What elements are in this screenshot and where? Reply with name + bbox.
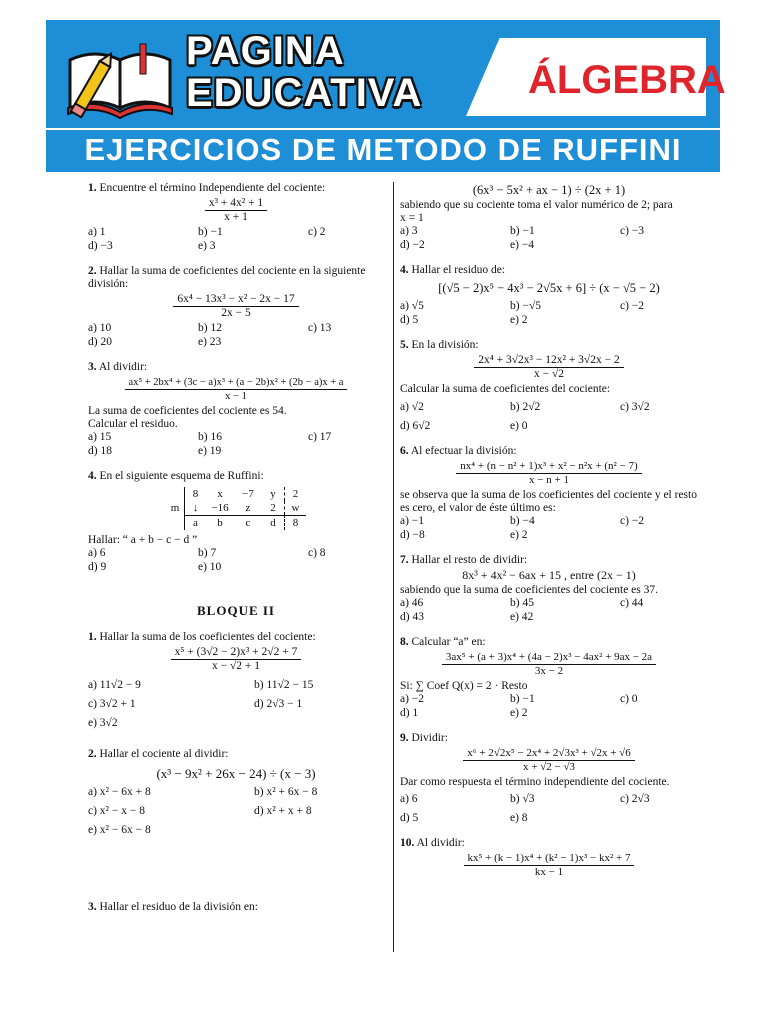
option: e) 10 [198,561,222,573]
option: a) √5 [400,300,424,312]
right-column [400,182,698,891]
option: c) 17 [308,431,332,443]
answer-options [400,597,698,624]
formula [400,354,698,381]
option: c) 3√2 + 1 [88,698,136,710]
question-number: 3. [88,901,97,913]
option: b) 45 [510,597,534,609]
question-number: 7. [400,554,409,566]
block2-question-2 [88,748,384,837]
question-text: sabiendo que su cociente toma el valor numérico de 2; para [400,199,673,211]
formula [400,747,698,774]
option: d) −8 [400,529,425,541]
denominator: x + 1 [224,211,248,223]
option: a) −1 [400,515,425,527]
option: c) 13 [308,322,332,334]
ruffini-cell: x [217,488,223,500]
ruffini-cell: b [206,515,234,530]
ruffini-cell: 8 [284,515,306,530]
denominator: 2x − 5 [221,307,251,319]
formula [88,197,384,224]
ruffini-cell: −7 [242,488,254,500]
option: c) 8 [308,547,326,559]
option: a) 1 [88,226,106,238]
answer-options [88,322,384,349]
option: a) √2 [400,401,424,413]
ruffini-cell: a [184,515,206,530]
option: e) 2 [510,707,528,719]
option: b) −1 [510,225,535,237]
answer-options [88,679,384,730]
option: d) 5 [400,812,419,824]
answer-options [88,431,384,458]
option: d) −2 [400,239,425,251]
answer-options [400,225,698,252]
question-text: se observa que la suma de los coeficientes del cociente y el resto es cero, el valor de éste último es: [400,489,697,514]
answer-options [88,547,384,574]
option: e) x² − 6x − 8 [88,824,151,836]
question-number: 9. [400,732,409,744]
question-text: Hallar el resto de dividir: [411,554,528,566]
brand-line-1: PAGINA [186,29,345,73]
block2-question-1 [88,631,384,730]
answer-options [400,401,698,433]
answer-options [88,786,384,837]
option: d) 2√3 − 1 [254,698,303,710]
ruffini-cell: ↓ [184,501,206,515]
question-2 [88,265,384,349]
option: c) −2 [620,515,645,527]
answer-options [400,515,698,542]
ruffini-cell: z [245,502,251,514]
formula: (x³ − 9x² + 26x − 24) ÷ (x − 3) [156,766,316,781]
ruffini-cell: 2 [284,487,306,501]
question-number: 8. [400,636,409,648]
option: c) 44 [620,597,644,609]
question-number: 1. [88,182,97,194]
option: c) −3 [620,225,645,237]
option: e) 3 [198,240,216,252]
option: c) 3√2 [620,401,650,413]
option: b) −4 [510,515,535,527]
ruffini-cell: 8 [184,487,206,501]
option: b) x² + 6x − 8 [254,786,318,798]
answer-options [400,300,698,327]
question-text: Hallar el cociente al dividir: [99,748,229,760]
denominator: x − √2 + 1 [211,660,261,672]
option: b) 7 [198,547,217,559]
question-number: 1. [88,631,97,643]
option: d) 6√2 [400,420,431,432]
option: e) 23 [198,336,222,348]
question-number: 2. [88,748,97,760]
page-title: EJERCICIOS DE METODO DE RUFFINI [84,132,682,167]
numerator: x⁶ + 2√2x⁵ − 2x⁴ + 2√3x³ + √2x + √6 [463,747,634,761]
formula [400,460,698,487]
question-number: 10. [400,837,415,849]
option: c) 2√3 [620,793,650,805]
subject-title: ÁLGEBRA [528,58,726,102]
brand-name [186,30,422,114]
option: a) x² − 6x + 8 [88,786,151,798]
denominator: x − n + 1 [529,474,569,486]
question-number: 2. [88,265,97,277]
question-text: Hallar la suma de coeficientes del cociente en la siguiente división: [88,265,366,290]
option: c) 0 [620,693,638,705]
option: b) −1 [198,226,223,238]
option: d) 43 [400,611,424,623]
numerator: 6x⁴ − 13x³ − x² − 2x − 17 [173,293,298,307]
ruffini-cell: c [234,515,262,530]
title-bar [46,130,720,172]
question-6 [400,445,698,542]
question-text: Hallar el residuo de: [411,264,506,276]
question-text: La suma de coeficientes del cociente es 54. [88,405,287,417]
option: e) 19 [198,445,222,457]
question-r0 [400,184,698,252]
question-text: Calcular la suma de coeficientes del cociente: [400,383,611,395]
option: b) −√5 [510,300,542,312]
formula: (6x³ − 5x² + ax − 1) ÷ (2x + 1) [472,183,626,197]
book-pencil-logo-icon [60,30,180,122]
denominator: kx − 1 [534,866,564,878]
block2-question-3 [88,901,384,914]
option: a) −2 [400,693,425,705]
option: b) 16 [198,431,222,443]
option: b) 2√2 [510,401,541,413]
question-text: x = 1 [400,212,424,224]
numerator: x⁵ + (3√2 − 2)x³ + 2√2 + 7 [171,646,302,660]
option: a) 10 [88,322,112,334]
left-column [88,182,384,926]
question-text: Al dividir: [416,837,465,849]
answer-options [88,226,384,253]
option: e) 2 [510,529,528,541]
question-9 [400,732,698,825]
brand-line-2: EDUCATIVA [186,71,423,115]
question-7 [400,554,698,624]
ruffini-scheme [88,487,384,530]
ruffini-cell: 2 [270,502,276,514]
numerator: 2x⁴ + 3√2x³ − 12x² + 3√2x − 2 [474,354,623,368]
question-number: 5. [400,339,409,351]
option: e) 42 [510,611,534,623]
question-text: Dar como respuesta el término independiente del cociente. [400,776,670,788]
option: a) 46 [400,597,424,609]
option: a) 3 [400,225,418,237]
question-4-right [400,264,698,327]
question-text: Hallar el residuo de la división en: [99,901,258,913]
numerator: nx⁴ + (n − n² + 1)x³ + x² − n²x + (n² − 7) [456,460,641,474]
ruffini-cell: y [270,488,276,500]
header-banner [46,20,726,128]
question-text: En el siguiente esquema de Ruffini: [99,470,264,482]
denominator: x − 1 [225,391,247,402]
answer-options [400,693,698,720]
formula [400,852,698,879]
question-text: Al dividir: [98,361,148,373]
question-text: sabiendo que la suma de coeficientes del cociente es 37. [400,584,659,596]
option: e) 2 [510,314,528,326]
question-text: Hallar: “ a + b − c − d ” [88,534,198,546]
option: c) −2 [620,300,645,312]
question-text: Encuentre el término Independiente del cociente: [99,182,326,194]
question-5 [400,339,698,433]
question-number: 3. [88,361,97,373]
formula [88,646,384,673]
question-text: En la división: [411,339,479,351]
column-divider [393,182,394,952]
question-text: Hallar la suma de los coeficientes del cociente: [99,631,316,643]
question-10 [400,837,698,879]
question-number: 4. [400,264,409,276]
answer-options [400,793,698,825]
option: d) 1 [400,707,419,719]
option: b) √3 [510,793,535,805]
question-text: Si: ∑ Coef Q(x) = 2 · Resto [400,680,528,692]
question-text: Al efectuar la división: [410,445,517,457]
option: a) 15 [88,431,112,443]
option: b) 11√2 − 15 [254,679,314,691]
option: e) 0 [510,420,528,432]
numerator: kx⁵ + (k − 1)x⁴ + (k² − 1)x³ − kx² + 7 [464,852,635,866]
ruffini-cell: d [262,515,284,530]
option: a) 6 [88,547,106,559]
option: d) 5 [400,314,419,326]
question-number: 6. [400,445,409,457]
numerator: ax⁵ + 2bx⁴ + (3c − a)x³ + (a − 2b)x² + (2b − a)x + a [125,376,348,390]
option: b) −1 [510,693,535,705]
denominator: 3x − 2 [534,665,564,677]
option: b) 12 [198,322,222,334]
option: e) 3√2 [88,717,118,729]
option: d) 20 [88,336,112,348]
formula [400,651,698,678]
question-number: 4. [88,470,97,482]
option: d) 18 [88,445,112,457]
question-1 [88,182,384,253]
option: c) x² − x − 8 [88,805,145,817]
option: d) 9 [88,561,107,573]
question-text: Calcular “a” en: [411,636,486,648]
option: e) 8 [510,812,528,824]
option: a) 11√2 − 9 [88,679,141,691]
denominator: x − √2 [533,368,565,380]
question-text: Dividir: [411,732,448,744]
question-8 [400,636,698,720]
denominator: x + √2 − √3 [523,761,575,773]
formula [88,293,384,320]
block-title: BLOQUE II [197,603,275,618]
option: c) 2 [308,226,326,238]
numerator: 3ax⁵ + (a + 3)x⁴ + (4a − 2)x³ − 4ax² + 9ax − 2a [442,651,656,665]
option: a) 6 [400,793,418,805]
ruffini-cell: w [284,501,306,515]
question-4 [88,470,384,574]
option: d) −3 [88,240,113,252]
formula: 8x³ + 4x² − 6ax + 15 , entre (2x − 1) [462,568,636,582]
formula: [(√5 − 2)x⁵ − 4x³ − 2√5x + 6] ÷ (x − √5 − 2) [438,281,660,295]
option: d) x² + x + 8 [254,805,312,817]
numerator: x³ + 4x² + 1 [205,197,267,211]
ruffini-cell: m [170,502,180,514]
formula [88,376,384,403]
question-text: Calcular el residuo. [88,418,178,430]
ruffini-cell: −16 [211,502,229,514]
option: e) −4 [510,239,535,251]
question-3 [88,361,384,458]
